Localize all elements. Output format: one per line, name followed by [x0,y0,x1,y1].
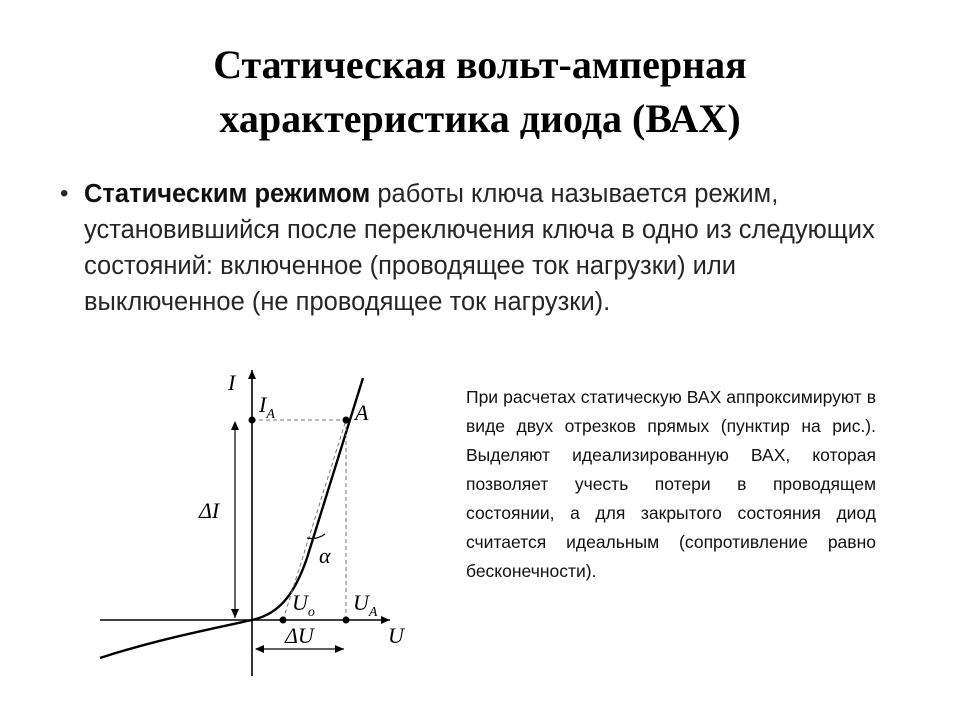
label-delta-u: ΔU [285,623,314,648]
title-line-2: характеристика диода (ВАХ) [219,96,741,141]
title-line-1: Статическая вольт-амперная [213,42,747,87]
side-note: При расчетах статическую ВАХ аппроксимируют в виде двух отрезков прямых (пунктир на рис.). Выделяют идеализированную ВАХ, которая позволяет учесть потери в проводящем состоянии, а для закрытого состояния диод считается идеальным (сопротивление равно бесконечности). [466,387,876,581]
label-i-axis: I [228,370,236,395]
slide-title [0,38,960,146]
bullet-text [84,176,900,320]
label-u-axis: U [388,623,404,648]
bullet-paragraph [60,176,900,320]
bullet-body: работы ключа называется режим, установившийся после переключения ключа в одно из следующих состояний: включенное (проводящее ток нагрузки) или выключенное (не проводящее ток нагрузки). [84,180,875,316]
bullet-dot-icon: • [60,180,69,207]
label-delta-i: ΔI [199,498,220,523]
label-ua: $U_A$ [353,590,378,620]
iv-characteristic-diagram [95,358,425,678]
label-uo: $U_o$ [292,590,315,620]
point-ua [343,617,350,624]
point-ia [249,417,256,424]
label-alpha: α [319,543,331,568]
point-a [343,417,350,424]
label-a: A [355,400,369,425]
label-ia: $I_A$ [259,392,275,422]
bullet-bold-term: Статическим режимом [84,180,371,208]
